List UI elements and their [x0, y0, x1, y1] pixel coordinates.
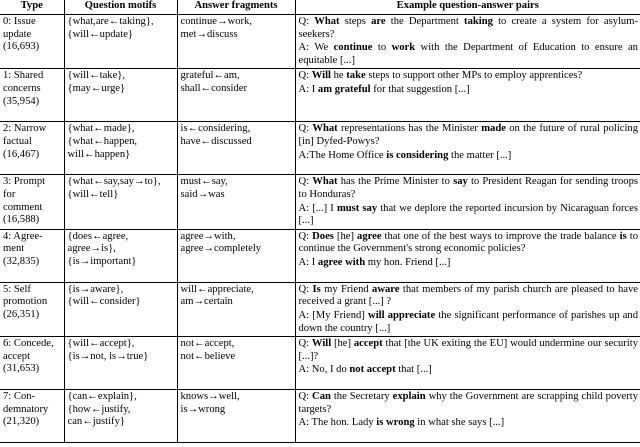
question-motifs-cell-line: {is→aware},	[67, 283, 124, 295]
header-type: Type	[0, 0, 64, 15]
text-segment: on the future of rural policing [in] Dyfed-Powys?	[298, 123, 639, 147]
answer-fragments-cell-line: said→was	[180, 188, 225, 200]
text-segment: the Department	[385, 16, 465, 27]
text-segment: that one of the best ways to improve the trade balance	[381, 230, 620, 242]
question-motifs-cell	[64, 15, 177, 69]
type-cell-line: 7: Con-	[3, 391, 36, 403]
type-cell-line: (21,320)	[3, 416, 40, 428]
answer-fragments-cell-line: grateful←am,	[180, 70, 240, 82]
text-segment: has the Prime Minister to	[337, 176, 454, 188]
motif-highlight: aware	[372, 283, 400, 295]
table-row	[0, 282, 640, 336]
type-cell-line: 6: Concede,	[3, 338, 54, 350]
example-answer	[299, 310, 639, 335]
example-question	[299, 70, 639, 83]
motif-highlight: is considering	[386, 149, 449, 161]
answer-fragments-cell-line: is←considering,	[180, 123, 251, 135]
answer-fragments-cell-line: continue→work,	[180, 16, 252, 27]
type-cell	[0, 229, 64, 282]
text-segment: Q:	[298, 230, 313, 242]
text-segment: Q:	[298, 283, 313, 295]
motif-highlight: is wrong	[376, 417, 415, 429]
motif-highlight: made	[481, 123, 506, 135]
text-segment: A: We	[298, 42, 334, 54]
example-answer	[299, 257, 639, 270]
text-segment: steps	[339, 16, 372, 27]
type-cell	[0, 175, 64, 229]
text-segment: the matter [...]	[448, 149, 512, 161]
example-question	[299, 176, 639, 201]
table-row	[0, 337, 640, 390]
type-cell-line: 0: Issue	[3, 16, 36, 27]
motif-highlight: am grateful	[317, 83, 371, 95]
text-segment: A: [My Friend]	[298, 309, 369, 321]
answer-fragments-cell-line: am→certain	[180, 296, 233, 308]
motif-highlight: taking	[464, 16, 493, 27]
question-motifs-cell	[64, 122, 177, 175]
type-cell	[0, 282, 64, 336]
motif-highlight: will appreciate	[368, 309, 436, 321]
answer-fragments-cell-line: not←believe	[180, 350, 236, 362]
type-cell-line: demnatory	[3, 403, 49, 415]
type-cell-line: 5: Self	[3, 283, 31, 295]
example-answer	[299, 42, 639, 67]
text-segment: Q:	[298, 391, 313, 403]
text-segment: steps to support other MPs to employ apprentices?	[365, 70, 583, 82]
text-segment: A: No, I do	[298, 364, 350, 376]
example-pair-cell	[295, 282, 640, 336]
question-motifs-cell	[64, 282, 177, 336]
text-segment: to create a system for asylum-seekers?	[298, 16, 638, 40]
type-cell-line: factual	[3, 135, 32, 147]
answer-fragments-cell	[177, 122, 295, 175]
question-motifs-cell	[64, 390, 177, 443]
example-pair-cell	[295, 69, 640, 122]
answer-fragments-cell-line: is→wrong	[180, 403, 226, 415]
type-cell	[0, 337, 64, 390]
question-motifs-cell-line: agree→is},	[67, 243, 116, 255]
header-row	[0, 0, 640, 15]
text-segment: in what she says [...]	[414, 417, 505, 429]
motif-highlight: What	[312, 176, 338, 188]
type-cell-line: 3: Prompt	[3, 176, 46, 188]
type-cell-line: concerns	[3, 82, 41, 94]
type-cell	[0, 122, 64, 175]
motif-highlight: What	[314, 16, 340, 27]
type-cell	[0, 15, 64, 69]
motif-highlight: say	[453, 176, 468, 188]
answer-fragments-cell-line: met→discuss	[180, 28, 238, 40]
type-cell-line: (16,588)	[3, 214, 40, 226]
text-segment: A: I	[298, 83, 318, 95]
motif-highlight: are	[371, 16, 386, 27]
motif-highlight: take	[346, 70, 366, 82]
answer-fragments-cell	[177, 69, 295, 122]
text-segment: A: [...] I	[298, 202, 337, 214]
example-pair-cell	[295, 390, 640, 443]
motif-highlight: is	[619, 230, 627, 242]
answer-fragments-cell-line: have←discussed	[180, 135, 252, 147]
text-segment: for that suggestion [...]	[370, 83, 470, 95]
question-motifs-cell	[64, 337, 177, 390]
motif-highlight: explain	[392, 391, 426, 403]
motif-highlight: continue	[333, 42, 373, 54]
answer-fragments-cell-line: must←say,	[180, 176, 228, 188]
example-answer	[299, 364, 639, 377]
example-question	[299, 391, 639, 416]
type-cell-line: ment	[3, 243, 25, 255]
type-cell-line: (35,954)	[3, 95, 40, 107]
type-cell-line: (16,693)	[3, 41, 40, 53]
question-motifs-cell-line: {is→not, is→true}	[67, 350, 149, 362]
answer-fragments-cell	[177, 337, 295, 390]
text-segment: why the Government are scrapping child poverty targets?	[298, 391, 639, 415]
text-segment: to	[372, 42, 392, 54]
example-answer	[299, 84, 639, 97]
example-pair-cell	[295, 122, 640, 175]
question-motifs-cell-line: {what←happen,	[67, 135, 138, 147]
motif-highlight: Will	[311, 338, 332, 350]
question-motifs-cell-line: will←happen}	[67, 148, 131, 160]
question-motifs-cell-line: {what←made},	[67, 123, 135, 135]
motif-highlight: Is	[312, 283, 321, 295]
motif-highlight: not accept	[349, 364, 396, 376]
type-cell-line: update	[3, 28, 32, 40]
question-motifs-cell	[64, 175, 177, 229]
question-motifs-cell-line: {will←update}	[67, 28, 133, 40]
motif-highlight: What	[312, 123, 338, 135]
question-motifs-cell-line: {how←justify,	[67, 403, 131, 415]
text-segment: my hon. Friend [...]	[365, 256, 451, 268]
question-motifs-cell-line: {what←say,say→to},	[67, 176, 161, 188]
question-motifs-cell-line: {is→important}	[67, 255, 137, 267]
type-cell-line: 2: Narrow	[3, 123, 47, 135]
example-question	[299, 231, 639, 256]
text-segment: A:The Home Office	[298, 149, 387, 161]
text-segment: with the Department of Education to ensure an equitable [...]	[298, 42, 638, 66]
question-motifs-cell-line: {will←consider}	[67, 296, 141, 308]
question-motifs-cell	[64, 229, 177, 282]
answer-fragments-cell	[177, 282, 295, 336]
answer-fragments-cell-line: will←appreciate,	[180, 283, 254, 295]
answer-fragments-cell-line: knows→well,	[180, 391, 240, 403]
type-cell	[0, 390, 64, 443]
type-cell-line: 1: Shared	[3, 70, 44, 82]
text-segment: that [...]	[395, 364, 432, 376]
answer-fragments-cell-line: not←accept,	[180, 338, 235, 350]
motif-highlight: Will	[311, 70, 331, 82]
question-motifs-cell-line: {will←tell}	[67, 188, 119, 200]
motif-highlight: work	[391, 42, 416, 54]
table-row	[0, 122, 640, 175]
table-row	[0, 15, 640, 69]
type-cell-line: 4: Agree-	[3, 230, 43, 242]
question-motifs-cell-line: {will←accept},	[67, 338, 135, 350]
text-segment: he	[330, 70, 347, 82]
example-question	[299, 284, 639, 309]
type-cell-line: (31,653)	[3, 363, 40, 375]
text-segment: the significant performance of parishes up and down the country [...]	[298, 309, 638, 334]
table-row	[0, 390, 640, 443]
text-segment: Q:	[298, 16, 315, 27]
header-example-pairs: Example question-answer pairs	[295, 0, 640, 15]
motif-highlight: accept	[353, 338, 383, 350]
question-motifs-cell	[64, 69, 177, 122]
type-cell-line: for	[3, 188, 16, 200]
motif-highlight: agree with	[317, 256, 366, 268]
question-motifs-cell-line: {can←explain},	[67, 391, 137, 403]
text-segment: Q:	[298, 338, 312, 350]
example-pair-cell	[295, 15, 640, 69]
text-segment: that members of my parish church are pleased to have received a grant [...] ?	[298, 283, 638, 308]
text-segment: my Friend	[320, 283, 373, 295]
example-answer	[299, 203, 639, 228]
text-segment: that [the UK exiting the EU] would undermine our security [...]?	[298, 338, 638, 362]
example-answer	[299, 150, 639, 163]
header-question-motifs: Question motifs	[64, 0, 177, 15]
example-question	[299, 338, 639, 363]
text-segment: Q:	[298, 176, 313, 188]
text-segment: Q:	[298, 123, 313, 135]
answer-fragments-cell	[177, 15, 295, 69]
answer-fragments-cell-line: agree→with,	[180, 230, 236, 242]
text-segment: to President Reagan for sending troops to Honduras?	[298, 176, 638, 200]
table-row	[0, 229, 640, 282]
text-segment: A: I	[298, 256, 318, 268]
question-motifs-cell-line: {may←urge}	[67, 82, 126, 94]
motif-highlight: Does	[312, 230, 334, 242]
answer-fragments-cell	[177, 390, 295, 443]
type-cell-line: promotion	[3, 296, 48, 308]
example-question	[299, 16, 639, 41]
answer-fragments-cell-line: agree→completely	[180, 243, 262, 255]
type-cell-line: (16,467)	[3, 148, 40, 160]
example-pair-cell	[295, 337, 640, 390]
text-segment: to continue the Government's strong economic policies?	[298, 230, 638, 255]
motif-highlight: must say	[336, 202, 378, 214]
table-body	[0, 15, 640, 443]
example-answer	[299, 417, 639, 430]
text-segment: that we deplore the reported incursion by Nicaraguan forces [...]	[298, 202, 638, 227]
example-pair-cell	[295, 229, 640, 282]
type-cell-line: (26,351)	[3, 308, 40, 320]
question-motifs-cell-line: {what,are←taking},	[67, 16, 154, 27]
question-motifs-cell-line: {does←agree,	[67, 230, 129, 242]
table-row	[0, 175, 640, 229]
answer-fragments-cell-line: shall←consider	[180, 82, 247, 94]
type-cell	[0, 69, 64, 122]
type-cell-line: accept	[3, 350, 31, 362]
table-row	[0, 69, 640, 122]
example-question	[299, 123, 639, 148]
motif-highlight: agree	[357, 230, 382, 242]
text-segment: A: The hon. Lady	[298, 417, 377, 429]
text-segment: representations has the Minister	[337, 123, 482, 135]
question-motifs-cell-line: can←justify}	[67, 416, 125, 428]
text-segment: [he]	[331, 338, 354, 350]
type-cell-line: (32,835)	[3, 255, 40, 267]
motif-highlight: Can	[312, 391, 331, 403]
text-segment: [he]	[333, 230, 358, 242]
answer-fragments-cell	[177, 175, 295, 229]
text-segment: Q:	[298, 70, 312, 82]
example-pair-cell	[295, 175, 640, 229]
text-segment: the Secretary	[330, 391, 393, 403]
header-answer-fragments: Answer fragments	[177, 0, 295, 15]
answer-fragments-cell	[177, 229, 295, 282]
question-motifs-cell-line: {will←take},	[67, 70, 126, 82]
type-cell-line: comment	[3, 201, 43, 213]
